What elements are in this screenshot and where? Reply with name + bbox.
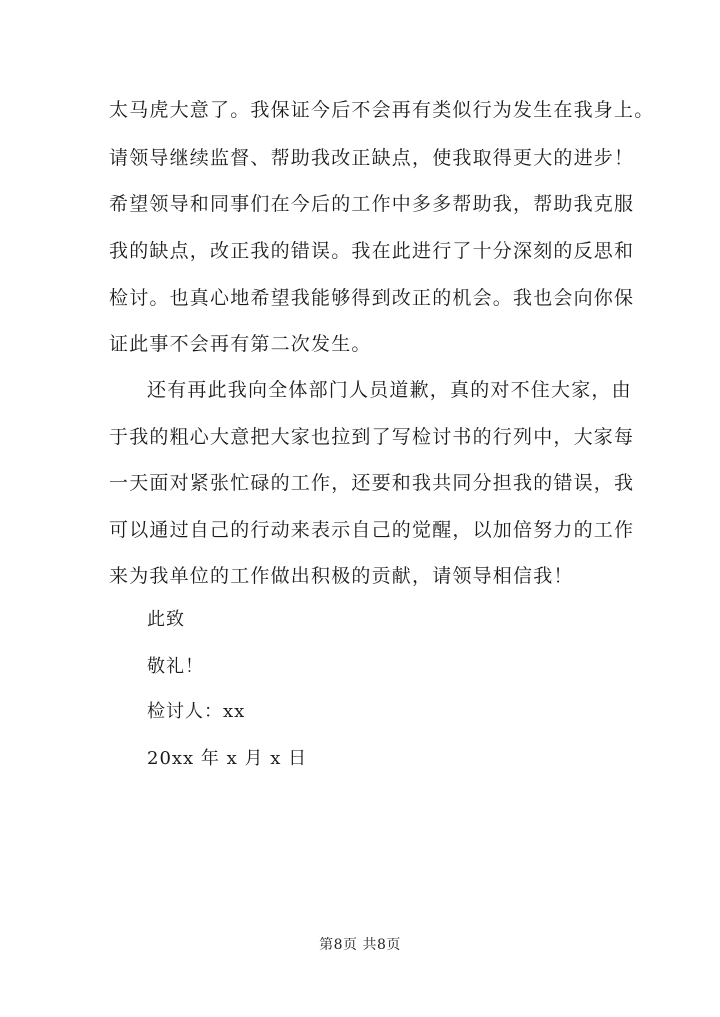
page-footer: 第8页 共8页	[319, 937, 401, 953]
body-line: 检讨。也真心地希望我能够得到改正的机会。我也会向你保	[109, 287, 635, 309]
closing-salutation: 此致	[147, 609, 185, 630]
body-line: 于我的粗心大意把大家也拉到了写检讨书的行列中，大家每	[109, 426, 635, 448]
body-line: 一天面对紧张忙碌的工作，还要和我共同分担我的错误，我	[109, 472, 635, 494]
closing-respect: 敬礼！	[147, 656, 204, 677]
body-line: 希望领导和同事们在今后的工作中多多帮助我，帮助我克服	[109, 193, 635, 215]
body-line: 还有再此我向全体部门人员道歉，真的对不住大家，由	[147, 379, 632, 401]
body-line: 我的缺点，改正我的错误。我在此进行了十分深刻的反思和	[109, 240, 635, 262]
body-line: 来为我单位的工作做出积极的贡献，请领导相信我！	[109, 565, 574, 587]
body-line: 证此事不会再有第二次发生。	[109, 333, 372, 355]
closing-date: 20xx 年 x 月 x 日	[147, 748, 308, 769]
body-line: 可以通过自己的行动来表示自己的觉醒，以加倍努力的工作	[109, 519, 635, 541]
closing-author: 检讨人：xx	[147, 701, 246, 722]
body-line: 太马虎大意了。我保证今后不会再有类似行为发生在我身上。	[109, 99, 655, 121]
body-line: 请领导继续监督、帮助我改正缺点，使我取得更大的进步！	[109, 147, 635, 169]
